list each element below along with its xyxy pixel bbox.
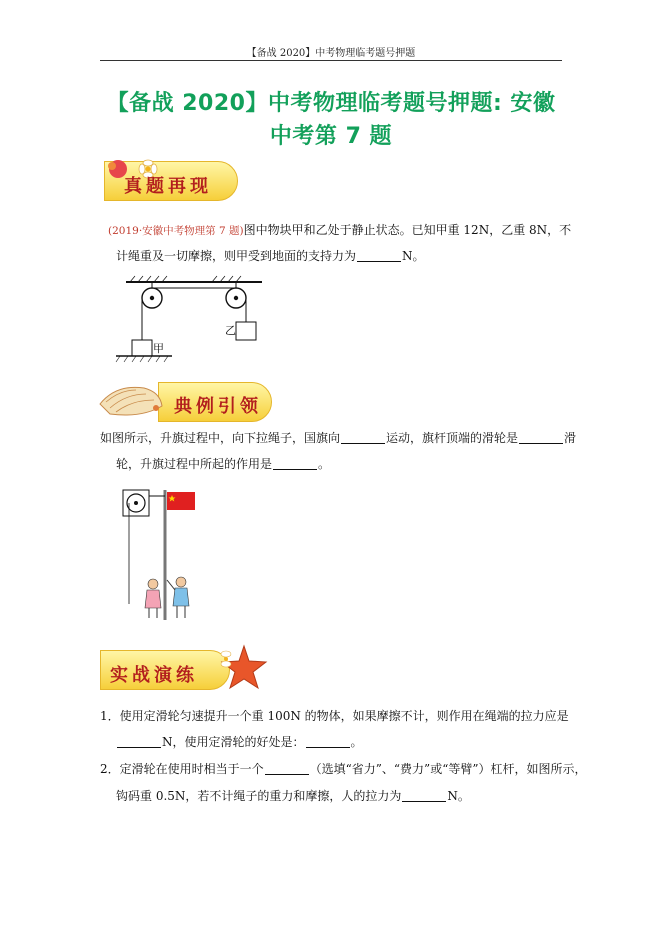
section-banner-real (96, 157, 241, 201)
header-rule (100, 60, 562, 61)
question-example-text-2: 运动，旗杆顶端的滑轮是 (386, 431, 519, 445)
answer-blank[interactable] (402, 789, 446, 802)
question-1-line-2 (116, 734, 363, 750)
page-title-line-2: 中考第 7 题 (269, 124, 393, 149)
label-yi: 乙 (225, 324, 236, 337)
question-real-line-1 (108, 222, 571, 239)
question-real-unit: N。 (402, 249, 425, 263)
section-label-example: 典例引领 (174, 396, 262, 417)
question-real-line-2 (116, 248, 425, 264)
answer-blank[interactable] (265, 762, 309, 775)
section-label-real: 真题再现 (124, 176, 212, 197)
question-1-line-1 (100, 708, 569, 724)
question-2-number: 2． (100, 762, 120, 776)
section-label-practice: 实战演练 (110, 665, 198, 686)
answer-blank[interactable] (273, 457, 317, 470)
question-1-text-2: N，使用定滑轮的好处是： (162, 735, 305, 749)
question-real-text-2: 计绳重及一切摩擦，则甲受到地面的支持力为 (116, 249, 357, 263)
question-1-number: 1． (100, 709, 120, 723)
question-1-text-3: 。 (350, 735, 363, 749)
section-banner-example (96, 378, 276, 422)
page-title-line-1: 【备战 2020】中考物理临考题号押题: 安徽 (106, 91, 556, 116)
question-2-text-1: 定滑轮在使用时相当于一个 (119, 762, 264, 776)
answer-blank[interactable] (306, 735, 350, 748)
question-real-text-1: 图中物块甲和乙处于静止状态。已知甲重 12N，乙重 8N，不 (243, 223, 572, 237)
running-header: 【备战 2020】中考物理临考题号押题 (246, 48, 416, 59)
question-2-line-1 (100, 761, 586, 777)
section-banner-practice (96, 644, 271, 690)
answer-blank[interactable] (341, 431, 385, 444)
question-2-text-4: N。 (447, 789, 470, 803)
question-2-text-3: 钩码重 0.5N，若不计绳子的重力和摩擦，人的拉力为 (116, 789, 402, 803)
pulley-diagram (112, 268, 272, 368)
question-1-text-1: 使用定滑轮匀速提升一个重 100N 的物体，如果摩擦不计，则作用在绳端的拉力应是 (119, 709, 569, 723)
label-jia: 甲 (153, 342, 164, 355)
answer-blank[interactable] (117, 735, 161, 748)
answer-blank[interactable] (357, 249, 401, 262)
question-source: (2019·安徽中考物理第 7 题) (108, 225, 244, 237)
question-example-text-4: 轮，升旗过程中所起的作用是 (116, 457, 273, 471)
question-2-text-2: （选填“省力”、“费力”或“等臂”）杠杆，如图所示， (309, 762, 587, 776)
question-example-line-2 (116, 456, 330, 472)
answer-blank[interactable] (519, 431, 563, 444)
question-example-text-3: 滑 (564, 431, 577, 445)
question-example-text-5: 。 (318, 457, 331, 471)
seashell-decoration-icon (96, 378, 166, 422)
starfish-decoration-icon (214, 644, 274, 690)
question-example-line-1 (100, 430, 576, 446)
question-2-line-2 (116, 788, 470, 804)
question-example-text-1: 如图所示，升旗过程中，向下拉绳子，国旗向 (100, 431, 341, 445)
flag-raising-illustration (115, 484, 205, 624)
